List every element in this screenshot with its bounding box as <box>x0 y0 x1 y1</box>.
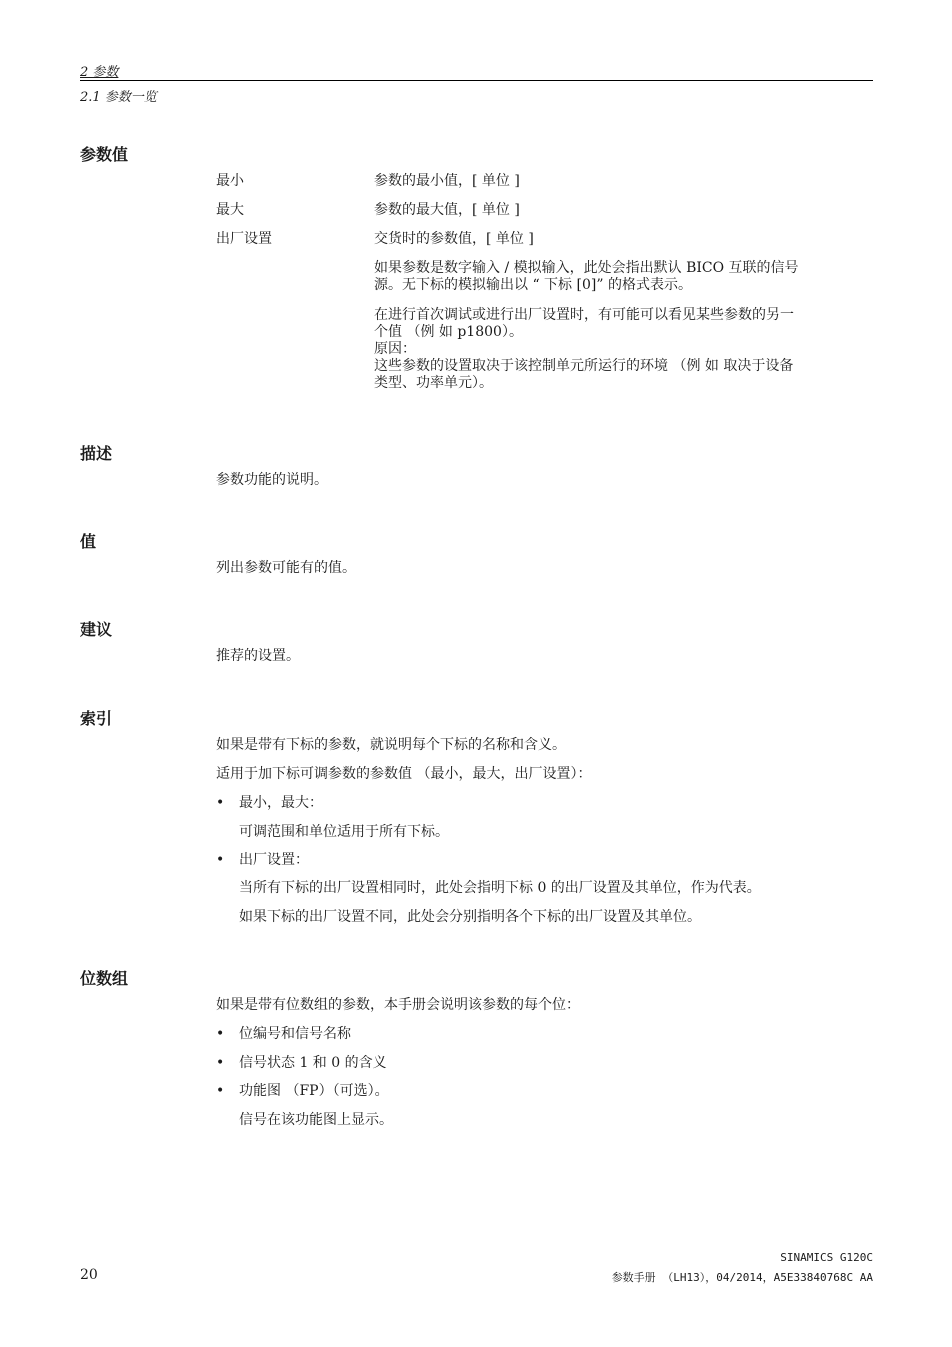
recommendation-text: 推荐的设置。 <box>216 648 300 664</box>
bullet-dot-icon: • <box>216 852 225 868</box>
bullet-dot-icon: • <box>216 1055 225 1071</box>
note-line: 源。无下标的模拟输出以 “ 下标 [0]” 的格式表示。 <box>374 277 692 293</box>
factory-note-bico <box>374 260 864 294</box>
footer-product: SINAMICS G120C <box>780 1251 873 1264</box>
index-bullet-minmax-sub: 可调范围和单位适用于所有下标。 <box>239 824 449 840</box>
note-line: 这些参数的设置取决于该控制单元所运行的环境 （例 如 取决于设备 <box>374 358 794 374</box>
bullet-text: 信号状态 1 和 0 的含义 <box>239 1055 387 1071</box>
bit-array-bullet-3-sub: 信号在该功能图上显示。 <box>239 1112 393 1128</box>
bit-array-bullet-3 <box>216 1083 389 1100</box>
row-text: 交货时的参数值，[ 单位 ] <box>374 231 534 247</box>
bit-array-p1: 如果是带有位数组的参数，本手册会说明该参数的每个位： <box>216 997 580 1013</box>
row-label: 出厂设置 <box>216 231 272 247</box>
factory-note-commissioning <box>374 307 864 392</box>
bit-array-bullet-1 <box>216 1026 351 1043</box>
section-header: 2.1 参数一览 <box>80 90 157 105</box>
index-p2: 适用于加下标可调参数的参数值 （最小，最大，出厂设置）： <box>216 766 592 782</box>
index-bullet-factory-sub1: 当所有下标的出厂设置相同时，此处会指明下标 0 的出厂设置及其单位，作为代表。 <box>239 880 761 896</box>
bullet-dot-icon: • <box>216 1026 225 1042</box>
row-text: 参数的最小值，[ 单位 ] <box>374 173 520 189</box>
heading-param-values: 参数值 <box>80 145 129 164</box>
row-text: 参数的最大值，[ 单位 ] <box>374 202 520 218</box>
note-line: 原因： <box>374 341 416 357</box>
heading-bit-array: 位数组 <box>80 969 129 988</box>
values-text: 列出参数可能有的值。 <box>216 560 356 576</box>
index-bullet-factory-sub2: 如果下标的出厂设置不同，此处会分别指明各个下标的出厂设置及其单位。 <box>239 909 701 925</box>
note-line: 如果参数是数字输入 / 模拟输入，此处会指出默认 BICO 互联的信号 <box>374 260 799 276</box>
chapter-header: 2 参数 <box>80 65 119 80</box>
index-p1: 如果是带有下标的参数，就说明每个下标的名称和含义。 <box>216 737 566 753</box>
heading-description: 描述 <box>80 444 113 463</box>
heading-recommendation: 建议 <box>80 620 113 639</box>
description-text: 参数功能的说明。 <box>216 472 328 488</box>
note-line: 个值 （例 如 p1800）。 <box>374 324 523 340</box>
bullet-dot-icon: • <box>216 1083 225 1099</box>
note-line: 在进行首次调试或进行出厂设置时，有可能可以看见某些参数的另一 <box>374 307 794 323</box>
bullet-dot-icon: • <box>216 795 225 811</box>
row-label: 最小 <box>216 173 244 189</box>
footer-doc-info: 参数手册 （LH13），04/2014，A5E33840768C AA <box>611 1271 873 1284</box>
header-rule <box>80 80 873 81</box>
bullet-text: 出厂设置： <box>239 852 309 868</box>
note-line: 类型、功率单元）。 <box>374 375 493 391</box>
heading-values: 值 <box>80 532 97 551</box>
bullet-text: 功能图 （FP）（可选）。 <box>239 1083 389 1099</box>
page-number: 20 <box>80 1267 98 1283</box>
bit-array-bullet-2 <box>216 1055 387 1072</box>
index-bullet-factory <box>216 852 309 869</box>
bullet-text: 最小，最大： <box>239 795 323 811</box>
bullet-text: 位编号和信号名称 <box>239 1026 351 1042</box>
row-label: 最大 <box>216 202 244 218</box>
heading-index: 索引 <box>80 709 113 728</box>
index-bullet-minmax <box>216 795 323 812</box>
